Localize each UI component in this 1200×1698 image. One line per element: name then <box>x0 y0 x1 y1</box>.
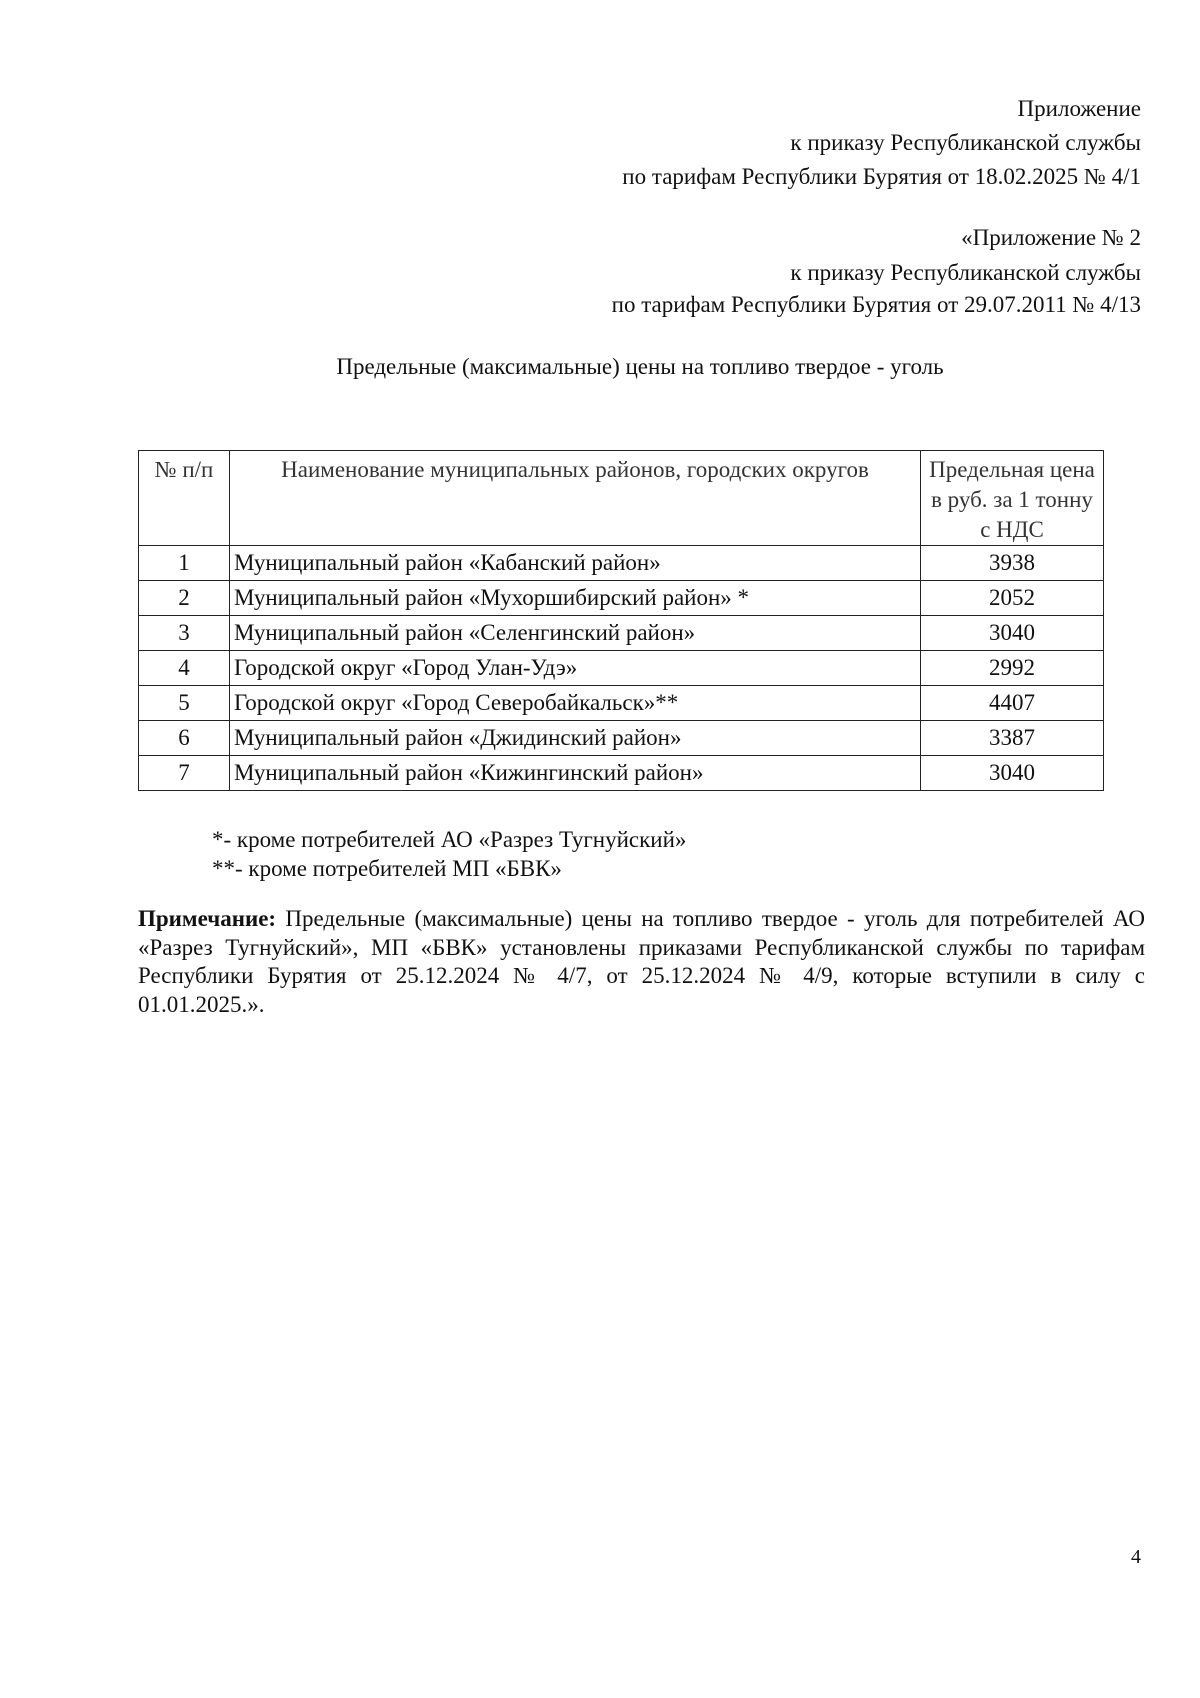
row-price: 3938 <box>921 546 1104 581</box>
row-number: 7 <box>139 756 230 791</box>
table-row <box>139 721 1104 756</box>
table-row <box>139 616 1104 651</box>
row-number: 3 <box>139 616 230 651</box>
note-text: Предельные (максимальные) цены на топливо твердое - уголь для потребителей АО «Разрез Тугнуйский», МП «БВК» установлены приказами Республиканской службы по тарифам Республики Бурятия от 25.12.2024 № 4/7, от 25.12.2024 № 4/9, которые вступили в силу с 01.01.2025.». <box>138 906 1145 1017</box>
header-line: Приложение <box>1017 96 1141 121</box>
footnote: *- кроме потребителей АО «Разрез Тугнуйский» <box>212 827 687 852</box>
header2-line: «Приложение № 2 <box>961 225 1141 250</box>
header-line: к приказу Республиканской службы <box>790 130 1141 155</box>
row-price: 3387 <box>921 721 1104 756</box>
table-row <box>139 581 1104 616</box>
header-line: по тарифам Республики Бурятия от 18.02.2025 № 4/1 <box>622 164 1141 189</box>
row-name: Городской округ «Город Северобайкальск»** <box>230 686 921 721</box>
row-name: Муниципальный район «Кижингинский район» <box>230 756 921 791</box>
table-row <box>139 546 1104 581</box>
row-number: 1 <box>139 546 230 581</box>
footnote: **- кроме потребителей МП «БВК» <box>212 856 562 881</box>
document-title: Предельные (максимальные) цены на топливо твердое - уголь <box>336 354 944 379</box>
table-row <box>139 686 1104 721</box>
row-name: Городской округ «Город Улан-Удэ» <box>230 651 921 686</box>
header2-line: по тарифам Республики Бурятия от 29.07.2011 № 4/13 <box>611 292 1141 317</box>
page-number: 4 <box>1131 1546 1141 1568</box>
note-label: Примечание: <box>138 906 277 931</box>
col-header-number: № п/п <box>139 451 230 546</box>
note-paragraph <box>138 905 1145 1019</box>
table-row <box>139 756 1104 791</box>
row-number: 2 <box>139 581 230 616</box>
row-number: 6 <box>139 721 230 756</box>
row-price: 3040 <box>921 616 1104 651</box>
row-name: Муниципальный район «Джидинский район» <box>230 721 921 756</box>
row-price: 2052 <box>921 581 1104 616</box>
row-price: 3040 <box>921 756 1104 791</box>
row-name: Муниципальный район «Мухоршибирский район» * <box>230 581 921 616</box>
row-number: 4 <box>139 651 230 686</box>
row-price: 4407 <box>921 686 1104 721</box>
price-table <box>138 450 1104 791</box>
row-number: 5 <box>139 686 230 721</box>
header2-line: к приказу Республиканской службы <box>790 260 1141 285</box>
row-price: 2992 <box>921 651 1104 686</box>
col-header-name: Наименование муниципальных районов, городских округов <box>230 451 921 546</box>
row-name: Муниципальный район «Кабанский район» <box>230 546 921 581</box>
row-name: Муниципальный район «Селенгинский район» <box>230 616 921 651</box>
table-row <box>139 651 1104 686</box>
col-header-price: Предельная цена в руб. за 1 тонну с НДС <box>921 451 1104 546</box>
